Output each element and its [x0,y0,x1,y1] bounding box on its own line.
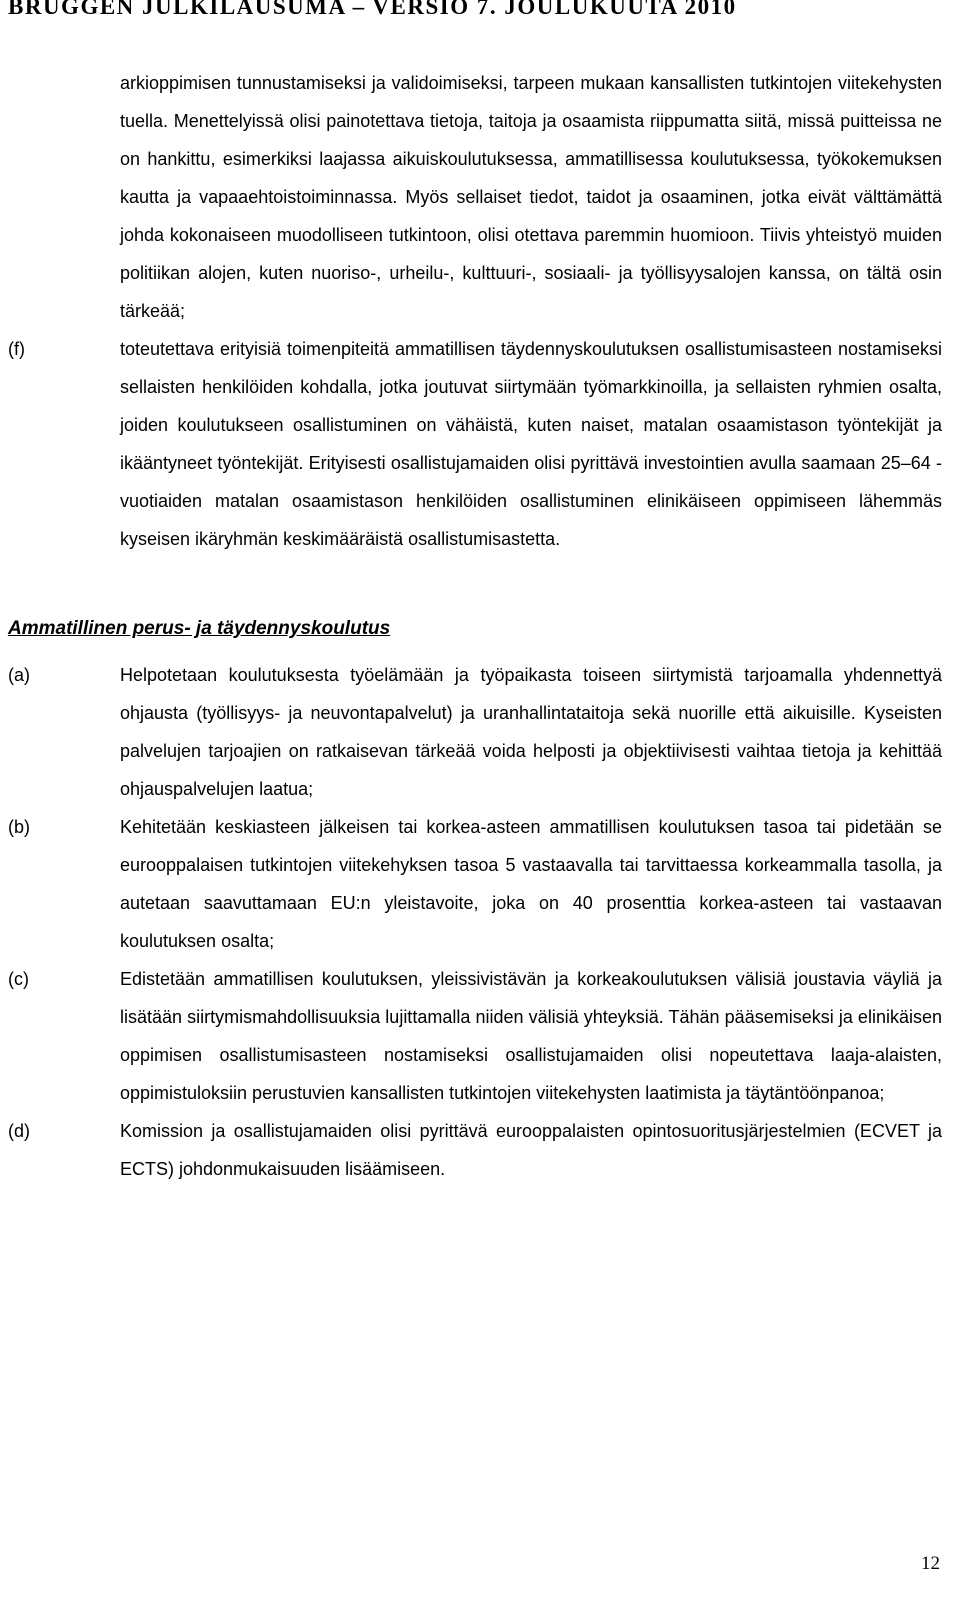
list-item-text: Edistetään ammatillisen koulutuksen, yleissivistävän ja korkeakoulutuksen välisiä joustavia väyliä ja lisätään siirtymismahdollisuuksia lujittamalla niiden välisiä yhteyksiä. Tähän pääsemiseksi ja elinikäisen oppimisen osallistumisasteen nostamiseksi osallistujamaiden olisi nopeutettava laaja-alaisten, oppimistuloksiin perustuvien kansallisten tutkintojen viitekehysten laatimista ja täytäntöönpanoa; [120,969,942,1103]
list-marker: (a) [8,665,30,685]
page-number: 12 [921,1553,940,1574]
list-marker: (d) [8,1121,30,1141]
list-item-text: toteutettava erityisiä toimenpiteitä ammatillisen täydennyskoulutuksen osallistumisasteen nostamiseksi sellaisten henkilöiden kohdalla, jotka joutuvat siirtymään työmarkkinoilla, ja sellaisten ryhmien osalta, joiden koulutukseen osallistuminen on vähäistä, kuten naiset, matalan osaamistason työntekijät ja ikääntyneet työntekijät. Erityisesti osallistujamaiden olisi pyrittävä investointien avulla saamaan 25–64 -vuotiaiden matalan osaamistason henkilöiden osallistuminen elinikäiseen oppimiseen lähemmäs kyseisen ikäryhmän keskimääräistä osallistumisastetta. [120,339,942,549]
list-marker: (c) [8,969,29,989]
document-body [8,64,942,1188]
list-item-text: Kehitetään keskiasteen jälkeisen tai korkea-asteen ammatillisen koulutuksen tasoa tai pidetään se eurooppalaisen tutkintojen viitekehyksen tasoa 5 vastaavalla tai tarvittaessa korkeammalla tasolla, ja autetaan saavuttamaan EU:n yleistavoite, joka on 40 prosenttia korkea-asteen tai vastaavan koulutuksen osalta; [120,817,942,951]
list-marker: (b) [8,817,30,837]
list-item-d [8,1112,942,1188]
page-header: BRUGGEN JULKILAUSUMA – VERSIO 7. JOULUKUUTA 2010 [8,0,737,19]
section-heading: Ammatillinen perus- ja täydennyskoulutus [8,618,391,639]
list-item-c [8,960,942,1112]
list-item-f [8,330,942,558]
list-item-a [8,656,942,808]
list-item-text: Helpotetaan koulutuksesta työelämään ja työpaikasta toiseen siirtymistä tarjoamalla yhdennettyä ohjausta (työllisyys- ja neuvontapalvelut) ja uranhallintataitoja sekä nuorille että aikuisille. Kyseisten palvelujen tarjoajien on ratkaisevan tärkeää voida helposti ja objektiivisesti vaihtaa tietoja ja kehittää ohjauspalvelujen laatua; [120,665,942,799]
list-item-b [8,808,942,960]
list-marker: (f) [8,339,25,359]
continued-paragraph: arkioppimisen tunnustamiseksi ja validoimiseksi, tarpeen mukaan kansallisten tutkintojen viitekehysten tuella. Menettelyissä olisi painotettava tietoja, taitoja ja osaamista riippumatta siitä, missä puitteissa ne on hankittu, esimerkiksi laajassa aikuiskoulutuksessa, ammatillisessa koulutuksessa, työkokemuksen kautta ja vapaaehtoistoiminnassa. Myös sellaiset tiedot, taidot ja osaaminen, jotka eivät välttämättä johda kokonaiseen muodolliseen tutkintoon, olisi otettava paremmin huomioon. Tiivis yhteistyö muiden politiikan alojen, kuten nuoriso-, urheilu-, kulttuuri-, sosiaali- ja työllisyysalojen kanssa, on tältä osin tärkeää; [120,73,942,321]
list-item-text: Komission ja osallistujamaiden olisi pyrittävä eurooppalaisten opintosuoritusjärjestelmien (ECVET ja ECTS) johdonmukaisuuden lisäämiseen. [120,1121,942,1179]
spacer [8,558,942,614]
